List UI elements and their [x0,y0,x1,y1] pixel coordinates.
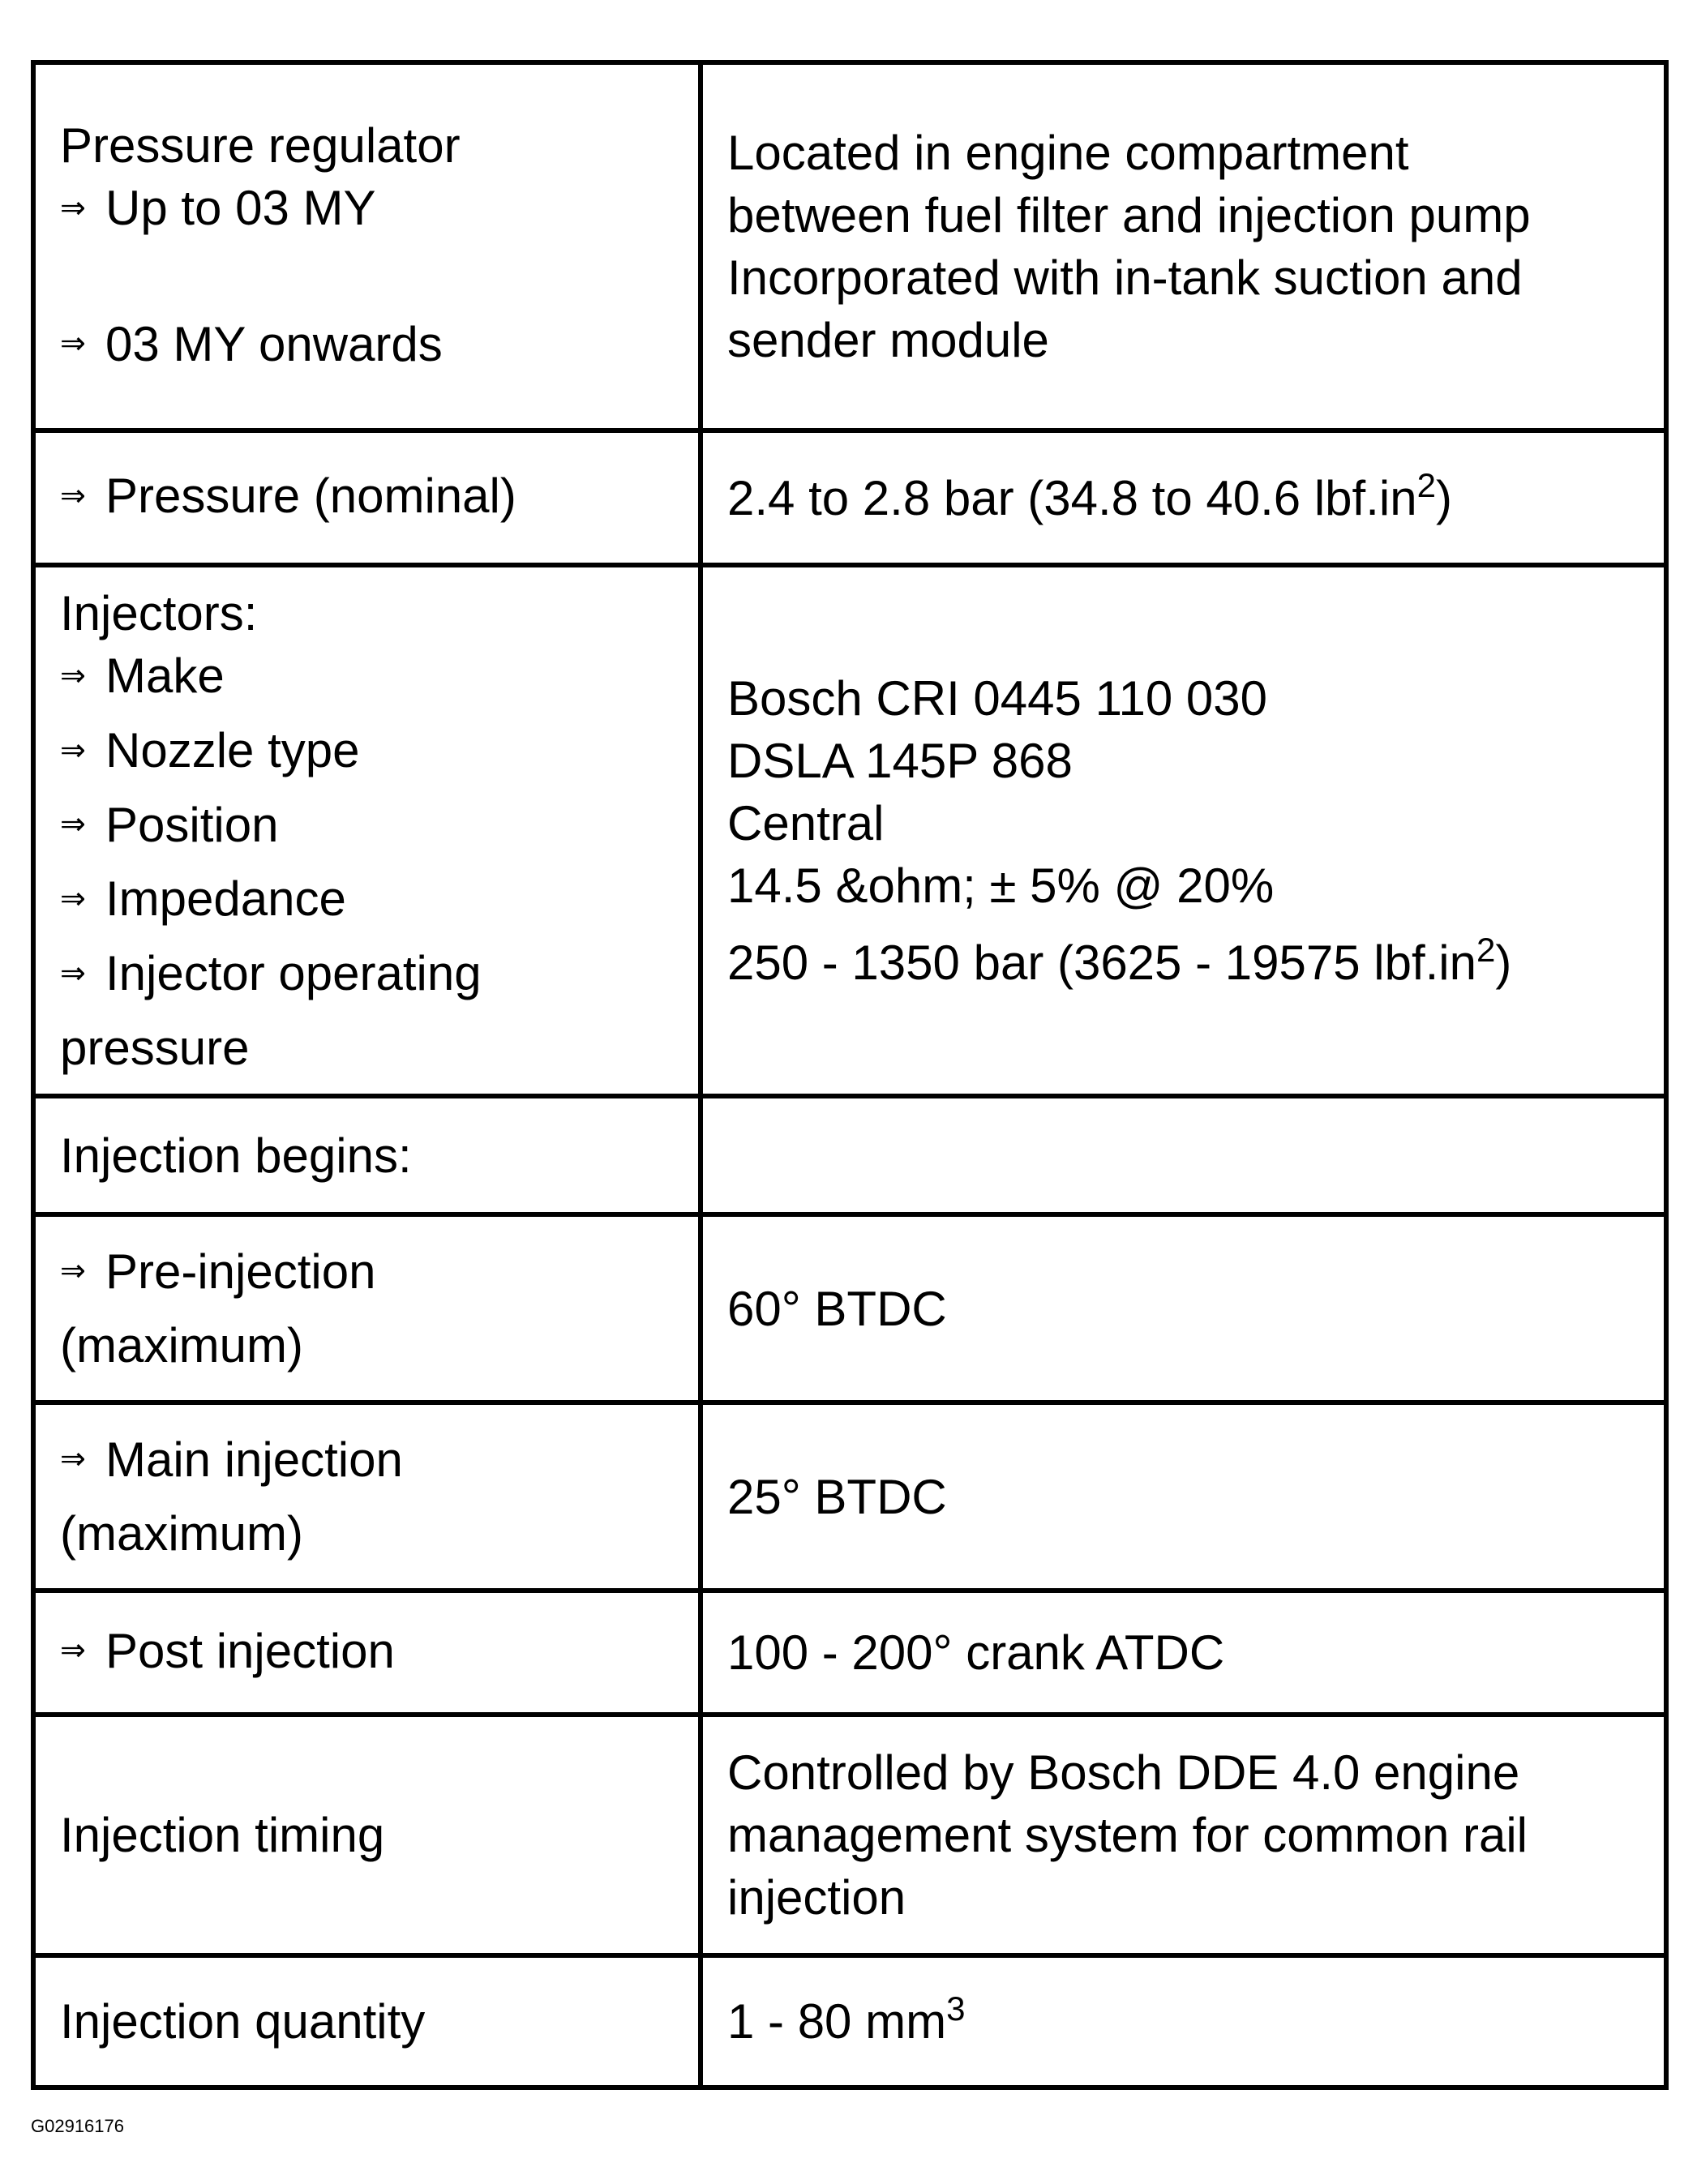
position-label: Position [105,797,279,852]
pressure-regulator-label-cell [33,62,701,430]
injection-quantity-value-cell [701,1955,1666,2088]
superscript: 2 [1416,465,1436,504]
arrow-icon: ⇒ [60,881,86,916]
injectors-title: Injectors: [60,586,258,641]
injection-timing-label: Injection timing [60,1808,385,1862]
specification-table [31,60,1669,2090]
arrow-icon: ⇒ [60,659,86,694]
injection-timing-value-cell [701,1715,1666,1955]
spacer [60,243,674,313]
main-injection-label-cont: (maximum) [60,1506,303,1561]
operating-pressure-value: 250 - 1350 bar (3625 - 19575 lbf.in [727,936,1476,990]
arrow-icon: ⇒ [60,327,86,362]
arrow-icon: ⇒ [60,1254,86,1289]
main-injection-value: 25° BTDC [727,1469,947,1524]
table-row [33,1402,1666,1591]
table-row [33,1955,1666,2088]
main-injection-label-cell [33,1402,701,1591]
impedance-value: 14.5 &ohm; ± 5% @ 20% [727,859,1275,913]
pressure-nominal-label-cell [33,430,701,565]
value-line: sender module [727,313,1049,367]
arrow-icon: ⇒ [60,1634,86,1668]
pressure-regulator-value-cell [701,62,1666,430]
injection-quantity-value: 1 - 80 mm [727,1994,947,2049]
superscript: 2 [1476,931,1496,969]
value-line: injection [727,1870,906,1925]
pressure-nominal-label: Pressure (nominal) [105,469,516,524]
main-injection-value-cell [701,1402,1666,1591]
value-line: between fuel filter and injection pump [727,188,1531,242]
pressure-regulator-title: Pressure regulator [60,118,461,173]
table-row [33,62,1666,430]
table-row [33,1715,1666,1955]
injection-quantity-label-cell [33,1955,701,2088]
arrow-icon: ⇒ [60,733,86,768]
arrow-icon: ⇒ [60,191,86,225]
table-row [33,1096,1666,1214]
position-value: Central [727,796,885,850]
up-to-03my-item: ⇒ Up to 03 MY [60,177,674,243]
injectors-label-cell [33,565,701,1096]
injection-begins-label-cell [33,1096,701,1214]
make-value: Bosch CRI 0445 110 030 [727,671,1268,726]
injectors-value-cell: Bosch CRI 0445 110 030 DSLA 145P 868 Central 14.5 &ohm; ± 5% @ 20% 250 - 1350 bar (3625 - 19575 $lbf.in^2$) [701,565,1666,1096]
injection-quantity-label: Injection quantity [60,1994,426,2049]
operating-pressure-label-cont: pressure [60,1020,250,1075]
pressure-nominal-value: 2.4 to 2.8 bar (34.8 to 40.6 lbf.in [727,470,1417,525]
make-label: Make [105,649,225,704]
injection-begins-value-cell [701,1096,1666,1214]
post-injection-label-cell [33,1591,701,1715]
table-row [33,565,1666,1096]
arrow-icon: ⇒ [60,478,86,513]
value-line: Controlled by Bosch DDE 4.0 engine [727,1745,1520,1800]
pre-injection-value: 60° BTDC [727,1281,947,1336]
pressure-nominal-value-cell: 2.4 to 2.8 bar (34.8 to 40.6 $lbf.in^2$) [701,430,1666,565]
03my-onwards-item: ⇒ 03 MY onwards [60,313,674,379]
value-line: Incorporated with in-tank suction and [727,251,1523,305]
nozzle-type-label: Nozzle type [105,723,360,778]
figure-id: G02916176 [31,2116,124,2136]
superscript: 3 [946,1989,966,2028]
arrow-icon: ⇒ [60,1442,86,1477]
main-injection-label: Main injection [105,1432,403,1487]
arrow-icon: ⇒ [60,956,86,991]
impedance-label: Impedance [105,871,346,927]
table-row [33,1591,1666,1715]
table-row [33,430,1666,565]
value-line: Located in engine compartment [727,126,1409,180]
arrow-icon: ⇒ [60,807,86,842]
value-line: management system for common rail [727,1808,1528,1862]
pre-injection-label-cont: (maximum) [60,1318,303,1373]
operating-pressure-label: Injector operating [105,945,482,1000]
injection-timing-label-cell [33,1715,701,1955]
post-injection-value-cell [701,1591,1666,1715]
injection-begins-label: Injection begins: [60,1128,412,1183]
pre-injection-label-cell [33,1214,701,1402]
nozzle-type-value: DSLA 145P 868 [727,734,1073,788]
table-row [33,1214,1666,1402]
pre-injection-value-cell [701,1214,1666,1402]
pre-injection-label: Pre-injection [105,1244,376,1299]
post-injection-label: Post injection [105,1623,395,1678]
post-injection-value: 100 - 200° crank ATDC [727,1625,1225,1680]
